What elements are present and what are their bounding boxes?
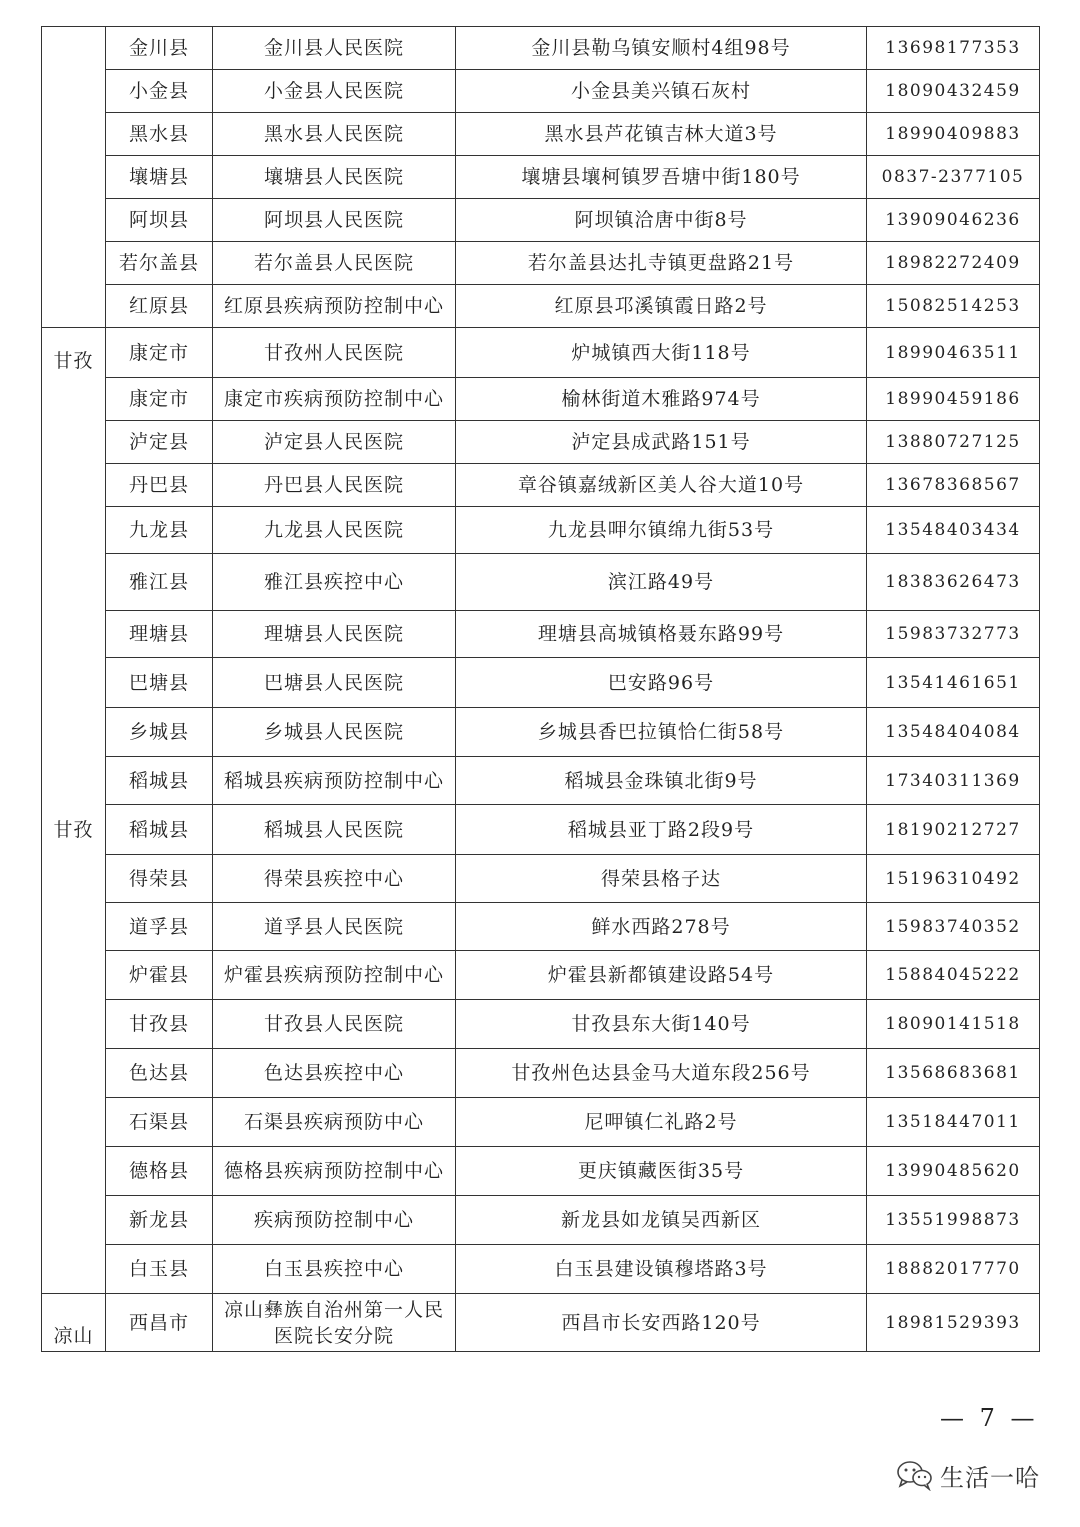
region-cell (42, 658, 106, 708)
region-cell (42, 156, 106, 199)
table-row (42, 328, 1040, 378)
address-cell: 阿坝镇洽唐中街8号 (456, 199, 867, 242)
region-cell (42, 1196, 106, 1245)
table-row (42, 421, 1040, 464)
county-cell: 康定市 (106, 328, 213, 378)
county-cell: 色达县 (106, 1049, 213, 1098)
county-cell: 白玉县 (106, 1245, 213, 1294)
region-cell (42, 242, 106, 285)
address-cell: 红原县邛溪镇霞日路2号 (456, 285, 867, 328)
organization-cell: 康定市疾病预防控制中心 (213, 378, 456, 421)
region-cell (42, 507, 106, 554)
table-row (42, 805, 1040, 855)
organization-cell: 泸定县人民医院 (213, 421, 456, 464)
hospital-table (41, 26, 1040, 1352)
address-cell: 更庆镇藏医街35号 (456, 1147, 867, 1196)
address-cell: 黑水县芦花镇吉林大道3号 (456, 113, 867, 156)
county-cell: 炉霍县 (106, 951, 213, 1000)
region-cell (42, 855, 106, 903)
table-row (42, 708, 1040, 757)
phone-cell: 13548403434 (867, 507, 1040, 554)
county-cell: 甘孜县 (106, 1000, 213, 1049)
table-row (42, 156, 1040, 199)
organization-cell: 金川县人民医院 (213, 27, 456, 70)
phone-cell: 15884045222 (867, 951, 1040, 1000)
region-cell (42, 554, 106, 611)
phone-cell: 18190212727 (867, 805, 1040, 855)
region-cell (42, 1098, 106, 1147)
table-row (42, 242, 1040, 285)
county-cell: 新龙县 (106, 1196, 213, 1245)
address-cell: 白玉县建设镇穆塔路3号 (456, 1245, 867, 1294)
table-row (42, 113, 1040, 156)
address-cell: 滨江路49号 (456, 554, 867, 611)
organization-cell: 理塘县人民医院 (213, 611, 456, 658)
phone-cell: 13518447011 (867, 1098, 1040, 1147)
organization-cell: 德格县疾病预防控制中心 (213, 1147, 456, 1196)
organization-cell: 若尔盖县人民医院 (213, 242, 456, 285)
organization-cell: 甘孜县人民医院 (213, 1000, 456, 1049)
address-cell: 鲜水西路278号 (456, 903, 867, 951)
wechat-icon (896, 1459, 934, 1491)
phone-cell: 18981529393 (867, 1294, 1040, 1352)
table-row (42, 903, 1040, 951)
organization-cell: 雅江县疾控中心 (213, 554, 456, 611)
organization-cell: 疾病预防控制中心 (213, 1196, 456, 1245)
region-cell (42, 378, 106, 421)
county-cell: 壤塘县 (106, 156, 213, 199)
address-cell: 小金县美兴镇石灰村 (456, 70, 867, 113)
phone-cell: 13698177353 (867, 27, 1040, 70)
county-cell: 康定市 (106, 378, 213, 421)
organization-cell: 壤塘县人民医院 (213, 156, 456, 199)
region-cell (42, 757, 106, 805)
organization-cell: 炉霍县疾病预防控制中心 (213, 951, 456, 1000)
county-cell: 泸定县 (106, 421, 213, 464)
region-cell (42, 1245, 106, 1294)
watermark-text: 生活一哈 (940, 1463, 1040, 1492)
table-row (42, 1245, 1040, 1294)
address-cell: 西昌市长安西路120号 (456, 1294, 867, 1352)
region-cell (42, 199, 106, 242)
address-cell: 若尔盖县达扎寺镇更盘路21号 (456, 242, 867, 285)
organization-cell: 白玉县疾控中心 (213, 1245, 456, 1294)
phone-cell: 15082514253 (867, 285, 1040, 328)
watermark (896, 1455, 1040, 1495)
phone-cell: 13880727125 (867, 421, 1040, 464)
table-row (42, 1294, 1040, 1352)
county-cell: 石渠县 (106, 1098, 213, 1147)
organization-cell: 红原县疾病预防控制中心 (213, 285, 456, 328)
phone-cell: 18383626473 (867, 554, 1040, 611)
table-row (42, 1049, 1040, 1098)
phone-cell: 15983740352 (867, 903, 1040, 951)
table-body (42, 27, 1040, 1352)
county-cell: 巴塘县 (106, 658, 213, 708)
address-cell: 理塘县高城镇格聂东路99号 (456, 611, 867, 658)
region-cell (42, 1049, 106, 1098)
region-cell (42, 113, 106, 156)
region-cell (42, 285, 106, 328)
county-cell: 理塘县 (106, 611, 213, 658)
phone-cell: 0837-2377105 (867, 156, 1040, 199)
table-row (42, 951, 1040, 1000)
table-row (42, 378, 1040, 421)
phone-cell: 15983732773 (867, 611, 1040, 658)
region-cell (42, 611, 106, 658)
table-row (42, 199, 1040, 242)
organization-cell: 凉山彝族自治州第一人民医院长安分院 (213, 1294, 456, 1352)
phone-cell: 18090432459 (867, 70, 1040, 113)
region-cell (42, 421, 106, 464)
county-cell: 道孚县 (106, 903, 213, 951)
phone-cell: 13678368567 (867, 464, 1040, 507)
page-number: — 7 — (940, 1404, 1039, 1432)
region-cell: 甘孜 (42, 328, 106, 378)
address-cell: 泸定县成武路151号 (456, 421, 867, 464)
county-cell: 红原县 (106, 285, 213, 328)
organization-cell: 道孚县人民医院 (213, 903, 456, 951)
county-cell: 西昌市 (106, 1294, 213, 1352)
county-cell: 九龙县 (106, 507, 213, 554)
county-cell: 阿坝县 (106, 199, 213, 242)
address-cell: 甘孜州色达县金马大道东段256号 (456, 1049, 867, 1098)
address-cell: 甘孜县东大街140号 (456, 1000, 867, 1049)
region-cell (42, 1147, 106, 1196)
table-row (42, 507, 1040, 554)
table-row (42, 554, 1040, 611)
table-row (42, 70, 1040, 113)
region-cell (42, 708, 106, 757)
organization-cell: 色达县疾控中心 (213, 1049, 456, 1098)
county-cell: 得荣县 (106, 855, 213, 903)
organization-cell: 稻城县疾病预防控制中心 (213, 757, 456, 805)
county-cell: 稻城县 (106, 757, 213, 805)
phone-cell: 18882017770 (867, 1245, 1040, 1294)
region-cell: 甘孜 (42, 805, 106, 855)
table-row (42, 1098, 1040, 1147)
address-cell: 尼呷镇仁礼路2号 (456, 1098, 867, 1147)
region-cell (42, 903, 106, 951)
phone-cell: 18990409883 (867, 113, 1040, 156)
organization-cell: 巴塘县人民医院 (213, 658, 456, 708)
region-cell (42, 464, 106, 507)
address-cell: 章谷镇嘉绒新区美人谷大道10号 (456, 464, 867, 507)
county-cell: 德格县 (106, 1147, 213, 1196)
phone-cell: 13990485620 (867, 1147, 1040, 1196)
county-cell: 丹巴县 (106, 464, 213, 507)
organization-cell: 黑水县人民医院 (213, 113, 456, 156)
phone-cell: 18090141518 (867, 1000, 1040, 1049)
address-cell: 巴安路96号 (456, 658, 867, 708)
organization-cell: 丹巴县人民医院 (213, 464, 456, 507)
organization-cell: 阿坝县人民医院 (213, 199, 456, 242)
phone-cell: 13909046236 (867, 199, 1040, 242)
phone-cell: 13551998873 (867, 1196, 1040, 1245)
address-cell: 榆林街道木雅路974号 (456, 378, 867, 421)
organization-cell: 稻城县人民医院 (213, 805, 456, 855)
table-row (42, 27, 1040, 70)
table-row (42, 285, 1040, 328)
table-row (42, 1147, 1040, 1196)
region-cell (42, 27, 106, 70)
table-row (42, 855, 1040, 903)
organization-cell: 九龙县人民医院 (213, 507, 456, 554)
address-cell: 金川县勒乌镇安顺村4组98号 (456, 27, 867, 70)
phone-cell: 18990463511 (867, 328, 1040, 378)
table-row (42, 1000, 1040, 1049)
region-cell (42, 70, 106, 113)
organization-cell: 小金县人民医院 (213, 70, 456, 113)
address-cell: 炉城镇西大街118号 (456, 328, 867, 378)
organization-cell: 乡城县人民医院 (213, 708, 456, 757)
address-cell: 乡城县香巴拉镇恰仁街58号 (456, 708, 867, 757)
table-row (42, 1196, 1040, 1245)
phone-cell: 15196310492 (867, 855, 1040, 903)
phone-cell: 18990459186 (867, 378, 1040, 421)
address-cell: 炉霍县新都镇建设路54号 (456, 951, 867, 1000)
region-cell (42, 951, 106, 1000)
county-cell: 黑水县 (106, 113, 213, 156)
table-row (42, 464, 1040, 507)
phone-cell: 13568683681 (867, 1049, 1040, 1098)
county-cell: 乡城县 (106, 708, 213, 757)
phone-cell: 17340311369 (867, 757, 1040, 805)
address-cell: 得荣县格子达 (456, 855, 867, 903)
organization-cell: 甘孜州人民医院 (213, 328, 456, 378)
phone-cell: 13541461651 (867, 658, 1040, 708)
address-cell: 九龙县呷尔镇绵九街53号 (456, 507, 867, 554)
address-cell: 稻城县金珠镇北街9号 (456, 757, 867, 805)
county-cell: 金川县 (106, 27, 213, 70)
address-cell: 稻城县亚丁路2段9号 (456, 805, 867, 855)
address-cell: 壤塘县壤柯镇罗吾塘中街180号 (456, 156, 867, 199)
table-row (42, 658, 1040, 708)
county-cell: 稻城县 (106, 805, 213, 855)
county-cell: 雅江县 (106, 554, 213, 611)
address-cell: 新龙县如龙镇吴西新区 (456, 1196, 867, 1245)
table-row (42, 757, 1040, 805)
organization-cell: 得荣县疾控中心 (213, 855, 456, 903)
phone-cell: 18982272409 (867, 242, 1040, 285)
county-cell: 若尔盖县 (106, 242, 213, 285)
phone-cell: 13548404084 (867, 708, 1040, 757)
table-row (42, 611, 1040, 658)
organization-cell: 石渠县疾病预防中心 (213, 1098, 456, 1147)
county-cell: 小金县 (106, 70, 213, 113)
region-cell (42, 1000, 106, 1049)
region-cell: 凉山 (42, 1294, 106, 1352)
